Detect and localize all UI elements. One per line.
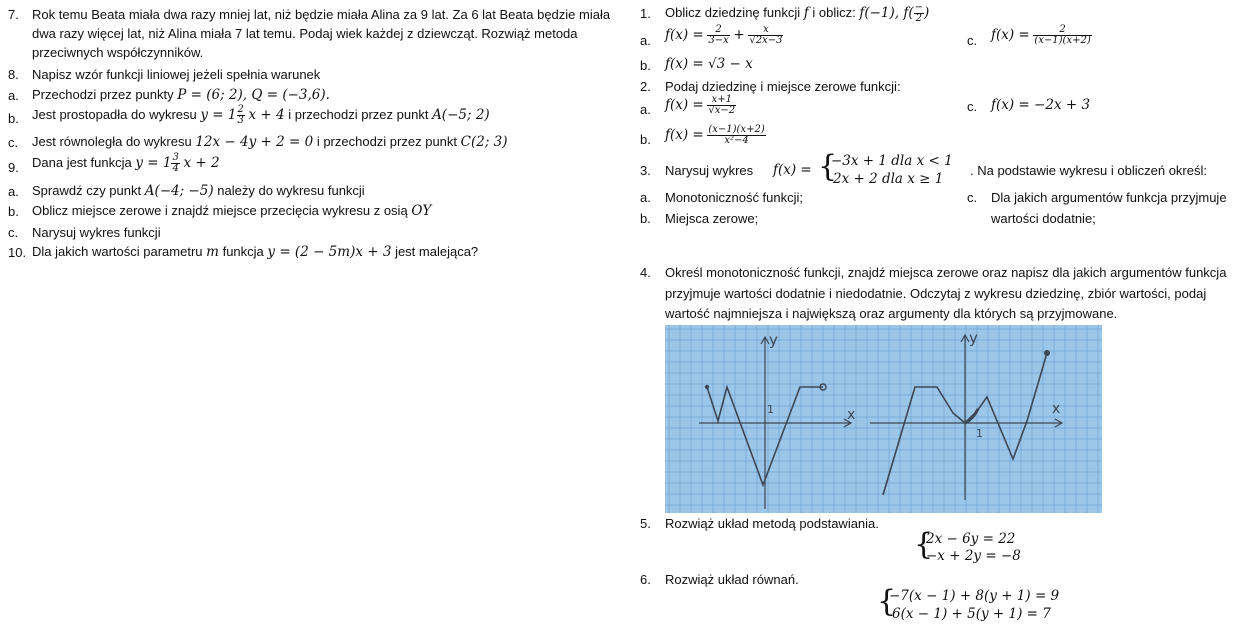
task-text: Rozwiąż układ równań. bbox=[665, 572, 799, 587]
fraction-numerator: 2 bbox=[707, 25, 729, 36]
subtask-text: i przechodzi przez punkt bbox=[288, 106, 429, 122]
subtask-label: c. bbox=[967, 99, 978, 114]
task-text-line: wartość najmniejsza i największą oraz argumenty dla których są przyjmowane. bbox=[665, 306, 1118, 321]
subtask-label: b. bbox=[640, 132, 651, 147]
equation: −x + 2y = −8 bbox=[926, 548, 1021, 564]
math-expression: f(x) = bbox=[665, 26, 704, 43]
math-expression: A(−5; 2) bbox=[432, 106, 490, 123]
subtask-c bbox=[991, 25, 1092, 46]
fraction-denominator: 3 bbox=[237, 115, 244, 126]
task-number: 8. bbox=[8, 67, 19, 82]
subtask-label: c. bbox=[967, 190, 978, 205]
task-number: 10. bbox=[8, 245, 27, 260]
subtask-text: wartości dodatnie; bbox=[991, 211, 1096, 226]
task-text: Podaj dziedzinę i miejsce zerowe funkcji: bbox=[665, 79, 901, 94]
fraction-numerator: x+1 bbox=[707, 95, 736, 106]
fraction-numerator: − bbox=[914, 2, 924, 13]
x-axis-label: x bbox=[1052, 401, 1061, 417]
subtask-text: Sprawdź czy punkt bbox=[32, 183, 142, 198]
task-text-part: i oblicz: bbox=[812, 4, 856, 20]
task-number: 7. bbox=[8, 7, 19, 22]
math-expression: y = (2 − 5m)x + 3 bbox=[267, 244, 392, 260]
math-expression: f(x) = bbox=[665, 96, 704, 113]
math-expression: OY bbox=[411, 203, 432, 219]
task-text-part: funkcja bbox=[222, 244, 264, 259]
task-text-part: Dla jakich wartości parametru bbox=[32, 244, 203, 259]
fraction bbox=[237, 105, 245, 126]
piecewise-case: 2x + 2 dla x ≥ 1 bbox=[833, 171, 944, 187]
math-expression: ) bbox=[924, 4, 930, 21]
subtask-text: i przechodzi przez punkt bbox=[316, 134, 458, 149]
task-number: 9. bbox=[8, 160, 19, 175]
subtask-b bbox=[32, 105, 490, 126]
fraction bbox=[707, 25, 729, 46]
equation: 2x − 6y = 22 bbox=[926, 531, 1016, 547]
subtask-label: b. bbox=[8, 204, 19, 219]
subtask-c bbox=[32, 134, 508, 150]
math-expression: x + 2 bbox=[183, 154, 220, 171]
task-text: Napisz wzór funkcji liniowej jeżeli spełnia warunek bbox=[32, 67, 321, 82]
math-expression: f(x) = −2x + 3 bbox=[991, 97, 1091, 113]
task-number: 1. bbox=[640, 6, 651, 21]
subtask-text: Oblicz miejsce zerowe i znajdź miejsce przecięcia wykresu z osią bbox=[32, 203, 408, 218]
endpoint-closed bbox=[705, 385, 709, 389]
fraction-denominator: √2x−3 bbox=[749, 35, 783, 46]
subtask-text: Narysuj wykres funkcji bbox=[32, 225, 161, 240]
fraction-denominator: 3−x bbox=[708, 35, 729, 46]
math-expression: f(x) = bbox=[665, 126, 704, 143]
subtask-a bbox=[32, 87, 330, 103]
fraction bbox=[171, 153, 179, 174]
fraction bbox=[914, 3, 924, 24]
y-axis-label: y bbox=[969, 329, 978, 347]
cases-brace: { bbox=[818, 149, 838, 184]
math-expression: y = 1 bbox=[135, 154, 172, 171]
subtask-text: Jest prostopadła do wykresu bbox=[32, 106, 197, 122]
subtask-text: Jest równoległa do wykresu bbox=[32, 134, 192, 149]
task-number: 6. bbox=[640, 572, 651, 587]
task-text-line: Rok temu Beata miała dwa razy mniej lat, niż będzie miała Alina za 9 lat. Za 6 lat Beata będzie miała bbox=[32, 7, 611, 22]
subtask-label: b. bbox=[640, 58, 651, 73]
subtask-text: Monotoniczność funkcji; bbox=[665, 190, 804, 205]
subtask-b bbox=[665, 56, 753, 72]
math-expression: f(x) = √3 − x bbox=[665, 56, 753, 72]
task-text: Rozwiąż układ metodą podstawiania. bbox=[665, 516, 879, 531]
tick-label: 1 bbox=[767, 403, 774, 416]
math-expression: f(−1), f( bbox=[859, 4, 914, 21]
tick-label: 1 bbox=[976, 427, 983, 440]
task-number: 5. bbox=[640, 516, 651, 531]
subtask-label: a. bbox=[640, 102, 651, 117]
subtask-text: Miejsca zerowe; bbox=[665, 211, 759, 226]
subtask-a bbox=[665, 25, 783, 46]
equation: −7(x − 1) + 8(y + 1) = 9 bbox=[889, 588, 1060, 604]
task-text bbox=[665, 3, 929, 24]
subtask-c bbox=[991, 97, 1090, 113]
math-expression: A(−4; −5) bbox=[144, 183, 214, 199]
math-expression: f bbox=[803, 4, 809, 21]
graph-paper-background bbox=[665, 325, 1102, 513]
task-text-line: Określ monotoniczność funkcji, znajdź miejsca zerowe oraz napisz dla jakich argumentów funkcja bbox=[665, 265, 1227, 280]
subtask-text: Dla jakich argumentów funkcja przyjmuje bbox=[991, 190, 1227, 205]
task-text-part: jest malejąca? bbox=[395, 244, 479, 259]
math-expression: P = (6; 2), Q = (−3,6). bbox=[177, 87, 330, 103]
subtask-a bbox=[32, 183, 365, 199]
subtask-label: c. bbox=[8, 135, 19, 150]
subtask-a bbox=[665, 95, 736, 116]
task-text: Narysuj wykres bbox=[665, 163, 754, 178]
equation: 6(x − 1) + 5(y + 1) = 7 bbox=[892, 606, 1051, 622]
subtask-text: Przechodzi przez punkty bbox=[32, 87, 174, 102]
task-text bbox=[32, 244, 478, 260]
subtask-text: należy do wykresu funkcji bbox=[217, 183, 365, 198]
fraction-numerator: (x−1)(x+2) bbox=[708, 124, 765, 135]
task-text-part: Oblicz dziedzinę funkcji bbox=[665, 4, 801, 20]
fraction-numerator: x bbox=[748, 25, 783, 36]
function-graphs-photo bbox=[665, 325, 1102, 513]
task-number: 4. bbox=[640, 265, 651, 280]
math-expression: f(x) = bbox=[773, 162, 812, 178]
fraction bbox=[748, 25, 783, 46]
task-text-part: Dana jest funkcja bbox=[32, 154, 132, 170]
fraction-numerator: 3 bbox=[172, 152, 179, 163]
task-text bbox=[32, 153, 220, 174]
fraction-denominator: 4 bbox=[172, 163, 179, 174]
subtask-label: c. bbox=[8, 225, 19, 240]
math-expression: C(2; 3) bbox=[460, 134, 508, 150]
subtask-label: a. bbox=[8, 184, 19, 199]
subtask-label: a. bbox=[640, 33, 651, 48]
task-text: . Na podstawie wykresu i obliczeń określ: bbox=[970, 163, 1207, 178]
math-expression: m bbox=[206, 244, 219, 260]
math-expression: f(x) = bbox=[991, 26, 1030, 43]
system-brace: { bbox=[877, 584, 897, 619]
fraction-numerator: 2 bbox=[237, 104, 244, 115]
subtask-label: b. bbox=[8, 111, 19, 126]
subtask-b bbox=[665, 125, 766, 146]
task-text-line: przeciwnych współczynników. bbox=[32, 45, 204, 60]
y-axis-label: y bbox=[769, 331, 778, 349]
task-text-line: przyjmuje wartości dodatnie i niedodatnie. Odczytaj z wykresu dziedzinę, zbiór wartości, podaj bbox=[665, 286, 1207, 301]
subtask-label: a. bbox=[640, 190, 651, 205]
subtask-b bbox=[32, 203, 431, 219]
task-number: 3. bbox=[640, 163, 651, 178]
task-number: 2. bbox=[640, 79, 651, 94]
x-axis-label: x bbox=[847, 407, 856, 423]
task-text-line: dwa razy więcej lat, niż Alina miała 7 lat temu. Podaj wiek każdej z dziewcząt. Rozwiąż metoda bbox=[32, 26, 578, 41]
subtask-label: a. bbox=[8, 88, 19, 103]
fraction bbox=[707, 125, 765, 146]
fraction-numerator: 2 bbox=[1033, 25, 1091, 36]
math-expression: 12x − 4y + 2 = 0 bbox=[195, 134, 314, 150]
piecewise-case: −3x + 1 dla x < 1 bbox=[831, 153, 953, 169]
fraction-denominator: 2 bbox=[915, 13, 923, 24]
system-brace: { bbox=[914, 527, 934, 562]
fraction bbox=[1033, 25, 1091, 46]
fraction-denominator: √x−2 bbox=[708, 105, 736, 116]
fraction-denominator: x²−4 bbox=[724, 135, 749, 146]
fraction bbox=[707, 95, 736, 116]
fraction-denominator: (x−1)(x+2) bbox=[1034, 35, 1091, 46]
endpoint-closed bbox=[1044, 350, 1050, 356]
math-expression: x + 4 bbox=[248, 106, 285, 123]
subtask-label: c. bbox=[967, 33, 978, 48]
math-expression: y = 1 bbox=[200, 106, 237, 123]
subtask-label: b. bbox=[640, 211, 651, 226]
math-expression: + bbox=[733, 26, 745, 43]
